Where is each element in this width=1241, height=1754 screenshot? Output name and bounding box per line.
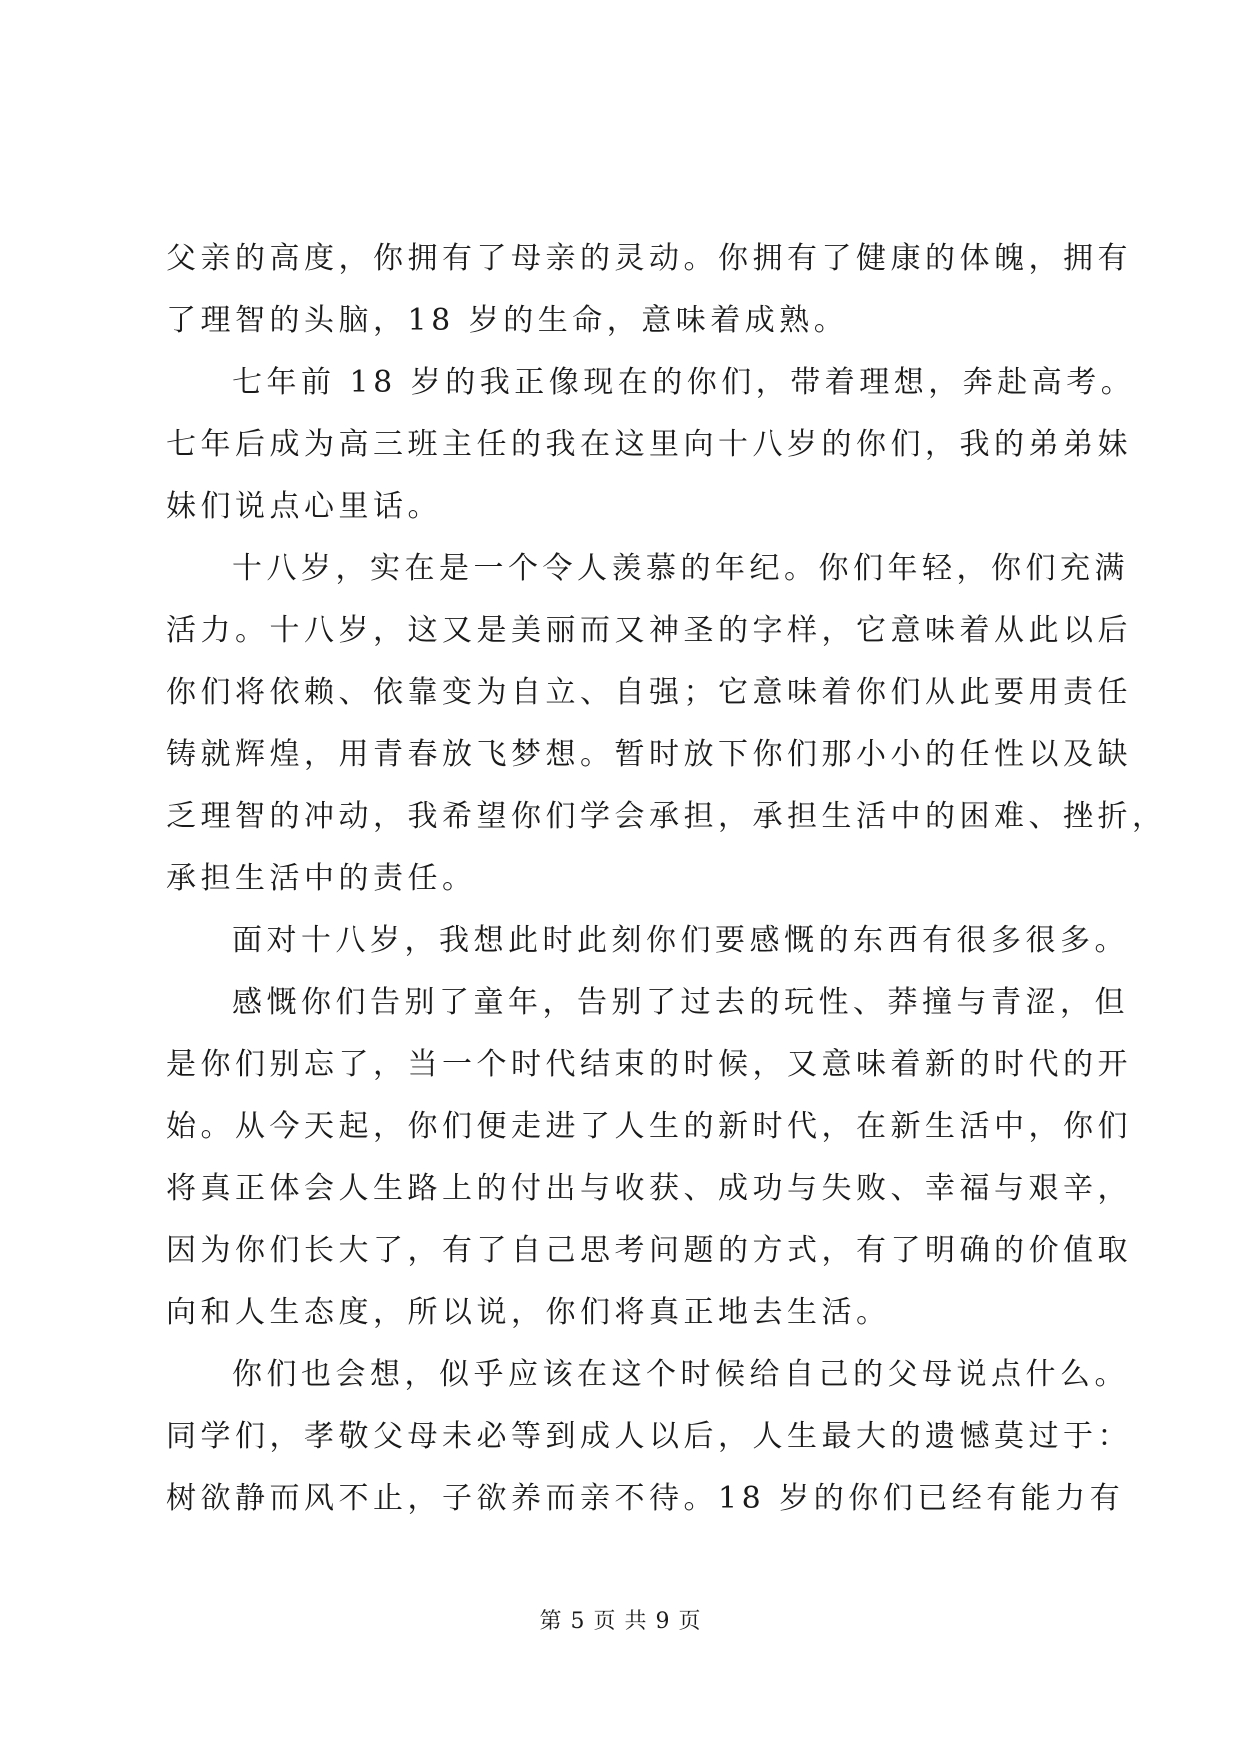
- paragraph: [166, 972, 1132, 1344]
- text-line: 你们也会想，似乎应该在这个时候给自己的父母说点什么。: [232, 1357, 1129, 1392]
- text-line: 将真正体会人生路上的付出与收获、成功与失败、幸福与艰辛，: [166, 1171, 1132, 1206]
- paragraph: [166, 538, 1167, 910]
- text-line: 十八岁，实在是一个令人羡慕的年纪。你们年轻，你们充满: [232, 551, 1129, 586]
- text-line: 了理智的头脑，18 岁的生命，意味着成熟。: [166, 303, 849, 338]
- text-line: 妹们说点心里话。: [166, 489, 442, 524]
- text-line: 七年后成为高三班主任的我在这里向十八岁的你们，我的弟弟妹: [166, 427, 1132, 462]
- text-line: 乏理智的冲动，我希望你们学会承担，承担生活中的困难、挫折，: [166, 799, 1167, 834]
- paragraph: [166, 352, 1136, 538]
- text-line: 同学们，孝敬父母未必等到成人以后，人生最大的遗憾莫过于：: [166, 1419, 1132, 1454]
- text-line: 承担生活中的责任。: [166, 861, 477, 896]
- text-line: 活力。十八岁，这又是美丽而又神圣的字样，它意味着从此以后: [166, 613, 1132, 648]
- text-line: 感慨你们告别了童年，告别了过去的玩性、莽撞与青涩，但: [232, 985, 1129, 1020]
- text-line: 面对十八岁，我想此时此刻你们要感慨的东西有很多很多。: [232, 923, 1129, 958]
- text-line: 是你们别忘了，当一个时代结束的时候，又意味着新的时代的开: [166, 1047, 1132, 1082]
- page-footer: 第 5 页 共 9 页: [539, 1609, 702, 1634]
- text-line: 树欲静而风不止，子欲养而亲不待。18 岁的你们已经有能力有: [166, 1481, 1125, 1516]
- text-line: 铸就辉煌，用青春放飞梦想。暂时放下你们那小小的任性以及缺: [166, 737, 1132, 772]
- text-line: 父亲的高度，你拥有了母亲的灵动。你拥有了健康的体魄，拥有: [166, 241, 1132, 276]
- paragraph: [166, 1344, 1132, 1530]
- text-line: 向和人生态度，所以说，你们将真正地去生活。: [166, 1295, 891, 1330]
- paragraph: [166, 228, 1132, 352]
- document-body: [166, 228, 1167, 1530]
- paragraph: [166, 910, 1129, 972]
- text-line: 始。从今天起，你们便走进了人生的新时代，在新生活中，你们: [166, 1109, 1132, 1144]
- text-line: 因为你们长大了，有了自己思考问题的方式，有了明确的价值取: [166, 1233, 1132, 1268]
- text-line: 七年前 18 岁的我正像现在的你们，带着理想，奔赴高考。: [232, 365, 1136, 400]
- text-line: 你们将依赖、依靠变为自立、自强；它意味着你们从此要用责任: [166, 675, 1132, 710]
